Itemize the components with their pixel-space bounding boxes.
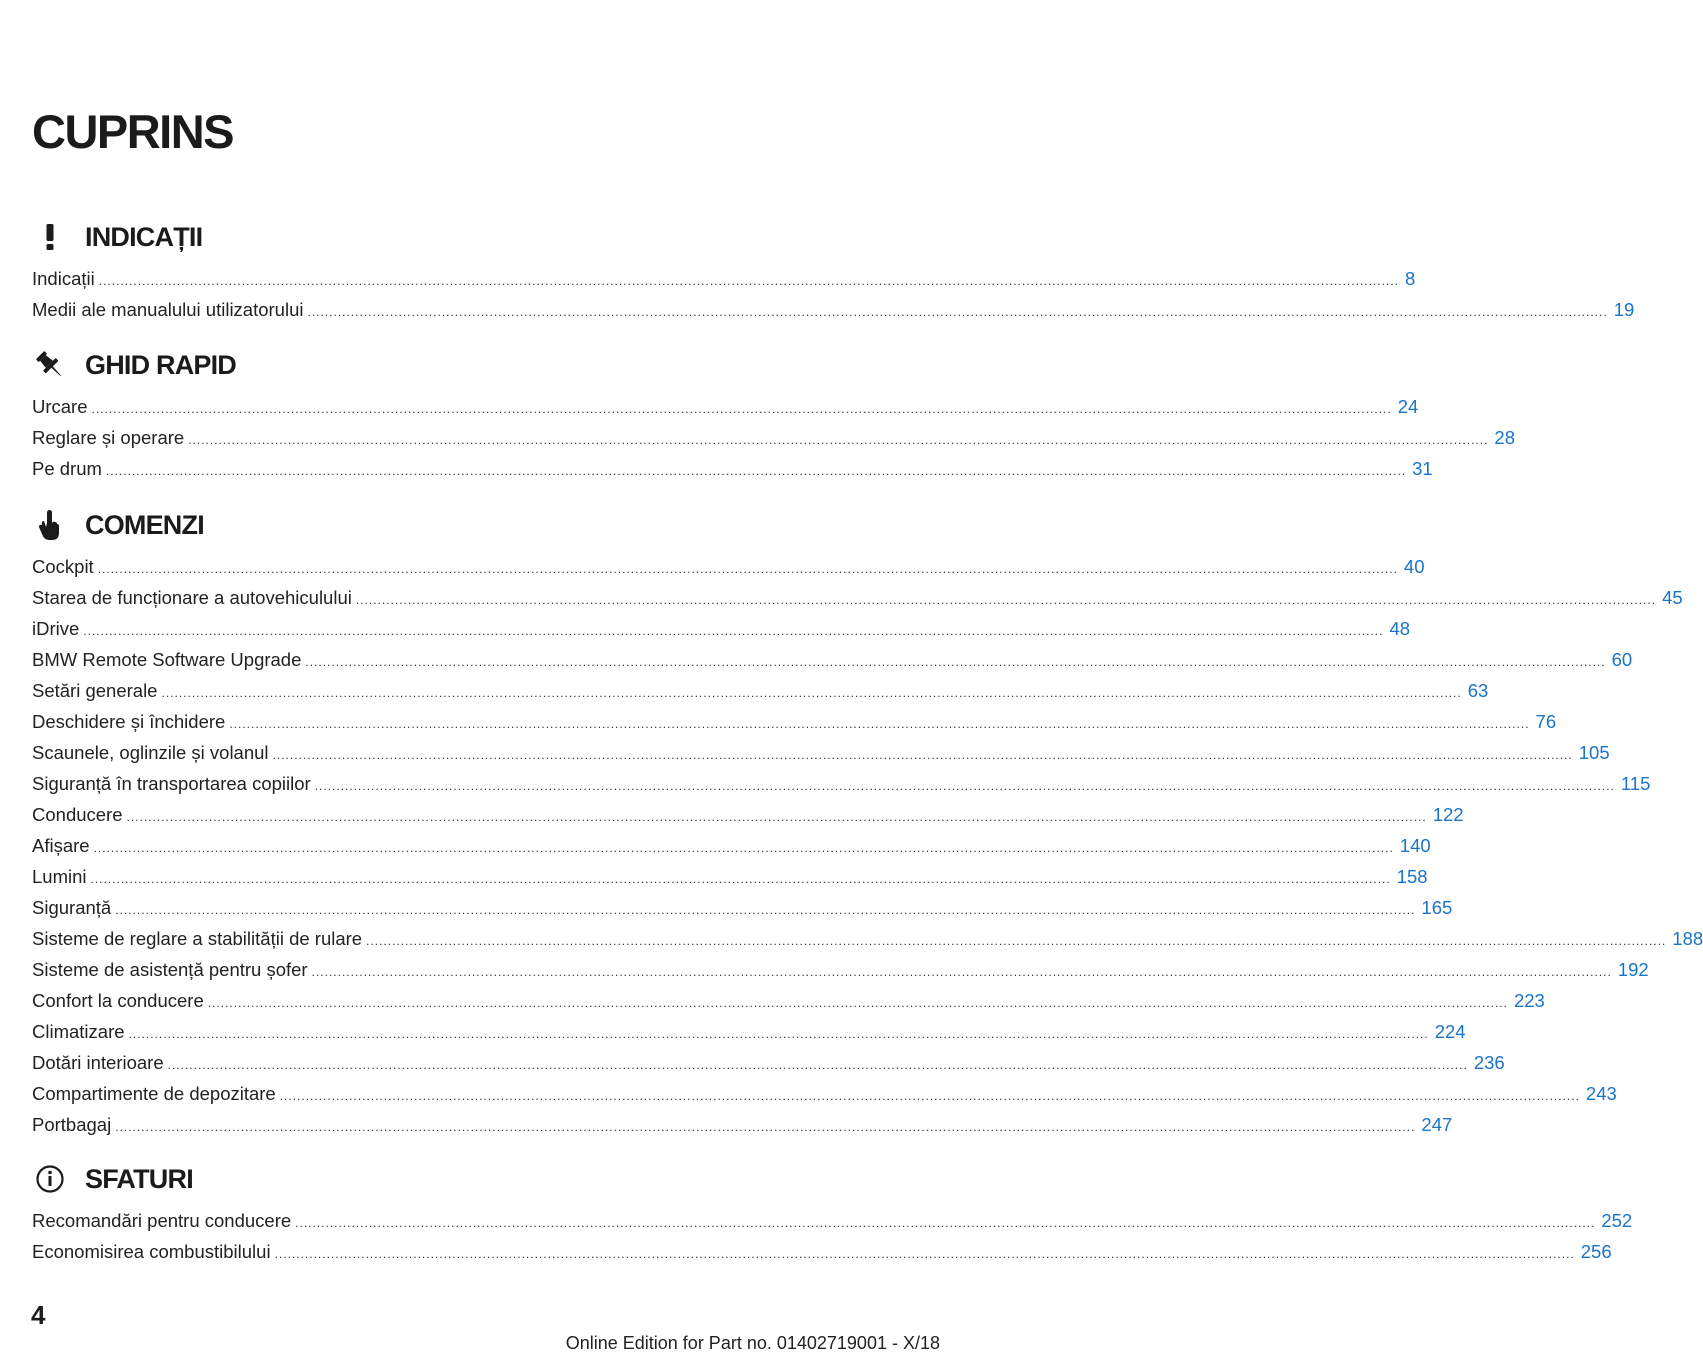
toc-entry[interactable] [32,737,1610,768]
toc-entry-title: Portbagaj [32,1114,112,1135]
toc-entry[interactable] [32,294,1635,325]
toc-entry-page[interactable]: 165 [1421,897,1453,918]
toc-entry-page[interactable]: 243 [1585,1083,1617,1104]
toc-entry-page[interactable]: 256 [1580,1241,1612,1262]
dot-leader: ............................................................................................................................................................................................................................................................................................................ [91,402,1392,416]
toc-entry-title: Scaunele, oglinzile și volanul [32,742,269,763]
toc-entry[interactable] [32,892,1453,923]
toc-entry-title: Confort la conducere [32,990,204,1011]
toc-entry-page[interactable]: 140 [1399,835,1431,856]
toc-entry-title: Reglare și operare [32,427,185,448]
toc-entry[interactable] [32,799,1464,830]
toc-entry-title: Cockpit [32,556,94,577]
dot-leader: ............................................................................................................................................................................................................................................................................................................ [314,779,1615,793]
toc-entry[interactable] [32,1109,1453,1140]
toc-entry-page[interactable]: 188 [1672,928,1703,949]
dot-leader: ............................................................................................................................................................................................................................................................................................................ [93,841,1394,855]
toc-entry-title: Lumini [32,866,87,887]
toc-entry-page[interactable]: 24 [1397,396,1419,417]
section-title: SFATURI [85,1164,193,1194]
toc-entry-title: Urcare [32,396,88,417]
dot-leader: ............................................................................................................................................................................................................................................................................................................ [128,1027,1429,1041]
section-header [32,507,688,551]
toc-entry[interactable] [32,422,1515,453]
dot-leader: ............................................................................................................................................................................................................................................................................................................ [126,810,1427,824]
toc-entry[interactable] [32,453,1433,484]
toc-entry[interactable] [32,613,1411,644]
info-circle-icon [32,1161,68,1197]
toc-entry-page[interactable]: 40 [1403,556,1425,577]
dot-leader: ............................................................................................................................................................................................................................................................................................................ [115,1120,1416,1134]
section-ghid-rapid [32,347,1515,484]
toc-entry-page[interactable]: 252 [1601,1210,1633,1231]
dot-leader: ............................................................................................................................................................................................................................................................................................................ [167,1058,1468,1072]
dot-leader: ............................................................................................................................................................................................................................................................................................................ [161,686,1462,700]
toc-entry-page[interactable]: 48 [1389,618,1411,639]
toc-entry[interactable] [32,1205,1633,1236]
page-title: CUPRINS [32,105,234,158]
section-header [32,219,688,263]
toc-entry[interactable] [32,1016,1466,1047]
toc-entry-title: Deschidere și închidere [32,711,226,732]
dot-leader: ............................................................................................................................................................................................................................................................................................................ [355,593,1657,607]
toc-entry[interactable] [32,1236,1612,1267]
toc-entry[interactable] [32,551,1425,582]
toc-entry-page[interactable]: 28 [1494,427,1515,448]
toc-entry-title: Starea de funcționare a autovehiculului [32,587,352,608]
dot-leader: ............................................................................................................................................................................................................................................................................................................ [366,934,1667,948]
dot-leader: ............................................................................................................................................................................................................................................................................................................ [295,1216,1596,1230]
toc-entry[interactable] [32,391,1419,422]
dot-leader: ............................................................................................................................................................................................................................................................................................................ [90,872,1391,886]
toc-entry-page[interactable]: 19 [1613,299,1635,320]
toc-entry-page[interactable]: 45 [1662,587,1683,608]
toc-entry-page[interactable]: 247 [1421,1114,1453,1135]
section-title: INDICAȚII [85,222,203,252]
dot-leader: ............................................................................................................................................................................................................................................................................................................ [115,903,1416,917]
toc-entry-title: iDrive [32,618,80,639]
toc-entry-title: Sisteme de asistență pentru șofer [32,959,308,980]
toc-entry-title: Recomandări pentru conducere [32,1210,292,1231]
section-indicatii [32,219,1635,325]
dot-leader: ............................................................................................................................................................................................................................................................................................................ [307,305,1608,319]
toc-entry-page[interactable]: 158 [1396,866,1428,887]
toc-entry-page[interactable]: 122 [1432,804,1464,825]
toc-entry-title: Economisirea combustibilului [32,1241,271,1262]
toc-entry[interactable] [32,830,1431,861]
dot-leader: ............................................................................................................................................................................................................................................................................................................ [279,1089,1580,1103]
toc-entry-title: Siguranță [32,897,112,918]
dot-leader: ............................................................................................................................................................................................................................................................................................................ [98,274,1399,288]
toc-entry-title: Conducere [32,804,123,825]
toc-entry-page[interactable]: 236 [1473,1052,1505,1073]
dot-leader: ............................................................................................................................................................................................................................................................................................................ [207,996,1508,1010]
pin-icon [32,347,68,383]
section-title: COMENZI [85,510,204,540]
toc-entry[interactable] [32,582,1683,613]
toc-entry-title: Climatizare [32,1021,125,1042]
toc-entry[interactable] [32,644,1633,675]
toc-entry-page[interactable]: 63 [1467,680,1489,701]
dot-leader: ............................................................................................................................................................................................................................................................................................................ [188,433,1489,447]
toc-entry-title: Dotări interioare [32,1052,164,1073]
toc-entry-title: Afișare [32,835,90,856]
toc-entry-page[interactable]: 105 [1578,742,1610,763]
dot-leader: ............................................................................................................................................................................................................................................................................................................ [305,655,1606,669]
toc-entry[interactable] [32,954,1649,985]
section-header [32,1161,688,1205]
toc-entry-title: Indicații [32,268,95,289]
dot-leader: ............................................................................................................................................................................................................................................................................................................ [83,624,1384,638]
exclamation-icon [32,219,68,255]
toc-entry[interactable] [32,861,1428,892]
toc-entry[interactable] [32,263,1416,294]
dot-leader: ............................................................................................................................................................................................................................................................................................................ [229,717,1530,731]
toc-entry[interactable] [32,985,1545,1016]
toc-entry-page[interactable]: 115 [1620,773,1651,794]
toc-entry-title: Compartimente de depozitare [32,1083,276,1104]
footer-edition: Online Edition for Part no. 01402719001 - X/18 [565,1333,940,1353]
toc-entry[interactable] [32,1078,1617,1109]
section-sfaturi [32,1161,1633,1267]
toc-entry-title: Siguranță în transportarea copiilor [32,773,311,794]
toc-entry-title: BMW Remote Software Upgrade [32,649,302,670]
toc-entry[interactable] [32,923,1703,954]
dot-leader: ............................................................................................................................................................................................................................................................................................................ [272,748,1573,762]
toc-entry-page[interactable]: 8 [1404,268,1416,289]
toc-entry-page[interactable]: 76 [1535,711,1557,732]
toc-entry[interactable] [32,768,1651,799]
dot-leader: ............................................................................................................................................................................................................................................................................................................ [311,965,1612,979]
toc-entry-title: Setări generale [32,680,158,701]
toc-entry-title: Pe drum [32,458,102,479]
dot-leader: ............................................................................................................................................................................................................................................................................................................ [97,562,1398,576]
page-number: 4 [31,1300,46,1330]
toc-entry-page[interactable]: 223 [1513,990,1545,1011]
toc-entry-page[interactable]: 31 [1412,458,1433,479]
section-comenzi [32,507,1703,1140]
dot-leader: ............................................................................................................................................................................................................................................................................................................ [105,464,1407,478]
toc-entry-page[interactable]: 224 [1434,1021,1466,1042]
dot-leader: ............................................................................................................................................................................................................................................................................................................ [274,1247,1575,1261]
toc-entry-title: Sisteme de reglare a stabilității de rulare [32,928,363,949]
toc-entry[interactable] [32,706,1557,737]
section-header [32,347,688,391]
toc-entry[interactable] [32,675,1489,706]
toc-entry-page[interactable]: 60 [1611,649,1633,670]
pointing-hand-icon [32,507,68,543]
toc-entry[interactable] [32,1047,1505,1078]
section-title: GHID RAPID [85,350,237,380]
toc-entry-page[interactable]: 192 [1617,959,1649,980]
toc-entry-title: Medii ale manualului utilizatorului [32,299,304,320]
